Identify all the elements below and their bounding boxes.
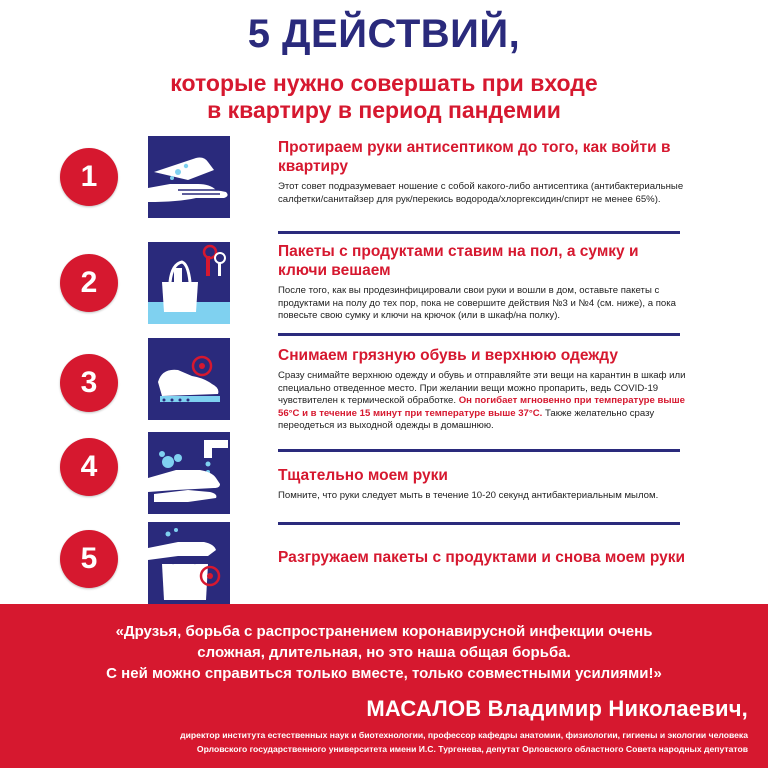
author-description: [8, 728, 748, 756]
step-text: [278, 466, 688, 503]
subtitle-line-2: в квартиру в период пандемии: [207, 97, 561, 123]
author-name: МАСАЛОВ Владимир Николаевич,: [366, 696, 748, 721]
step-text: [278, 242, 688, 323]
step-number-badge: 5: [60, 530, 118, 588]
step-text: [278, 346, 688, 433]
step-title: Протираем руки антисептиком до того, как войти в квартиру: [278, 139, 671, 175]
step-title: Пакеты с продуктами ставим на пол, а сумку и ключи вешаем: [278, 243, 639, 279]
quote-banner: [0, 604, 768, 768]
step-divider: [278, 449, 680, 452]
subtitle-line-1: которые нужно совершать при входе: [170, 70, 598, 96]
page-title: 5 ДЕЙСТВИЙ,: [247, 12, 521, 56]
author-description-line-2: Орловского государственного университета имени И.С. Тургенева, депутат Орловского областного Совета народных депутатов: [196, 744, 748, 754]
step-divider: [278, 522, 680, 525]
hands-sanitizer-icon: [148, 136, 230, 218]
step-number-badge: 2: [60, 254, 118, 312]
grocery-bag-keys-icon: [148, 242, 230, 324]
step-description: Помните, что руки следует мыть в течение 10-20 секунд антибактериальным мылом.: [278, 490, 659, 501]
step-number-badge: 4: [60, 438, 118, 496]
step-description: После того, как вы продезинфицировали свои руки и вошли в дом, оставьте пакеты с продуктами на полу до тех пор, пока не совершите действия №3 и №4 (см. ниже), а пока повесьте свою сумку и ключи на крючок (или в шкаф/на полку).: [278, 285, 676, 321]
hand-washing-tap-icon: [148, 432, 230, 514]
step-description-text: Сразу снимайте верхнюю одежду и обувь и отправляйте эти вещи на карантин в шкаф или специально отведенное место. При желании вещи можно пропарить, ведь COVID-19 чувствителен к термической обработке.: [278, 370, 686, 406]
step-divider: [278, 333, 680, 336]
quote-text: [20, 621, 748, 684]
step-text: [278, 548, 688, 567]
step-title: Снимаем грязную обувь и верхнюю одежду: [278, 347, 618, 364]
step-warning: Он погибает мгновенно при температуре выше 56°С и в течение 15 минут при температуре выше 37°С.: [278, 395, 685, 419]
dirty-shoe-icon: [148, 338, 230, 420]
unpack-bags-icon: [148, 522, 230, 604]
quote-line-1: «Друзья, борьба с распространением коронавирусной инфекции очень: [115, 623, 653, 640]
quote-line-2: сложная, длительная, но это наша общая борьба.: [197, 644, 571, 661]
step-description: [278, 370, 688, 433]
step-number-badge: 1: [60, 148, 118, 206]
step-title: Разгружаем пакеты с продуктами и снова моем руки: [278, 549, 686, 566]
author-description-line-1: директор института естественных наук и биотехнологии, профессор кафедры анатомии, физиологии, гигиены и экологии человека: [180, 730, 748, 740]
step-title: Тщательно моем руки: [278, 467, 448, 484]
step-description: Этот совет подразумевает ношение с собой какого-либо антисептика (антибактериальные салфетки/санитайзер для рук/перекись водорода/хлоргексидин/спирт не менее 65%).: [278, 181, 684, 205]
step-description-extra: Также желательно сразу переодеться из выходной одежды в домашнюю.: [278, 407, 655, 431]
quote-line-3: С ней можно справиться только вместе, только совместными усилиями!»: [106, 665, 662, 682]
page-subtitle: [0, 70, 768, 124]
step-number-badge: 3: [60, 354, 118, 412]
step-text: [278, 138, 688, 206]
step-divider: [278, 231, 680, 234]
